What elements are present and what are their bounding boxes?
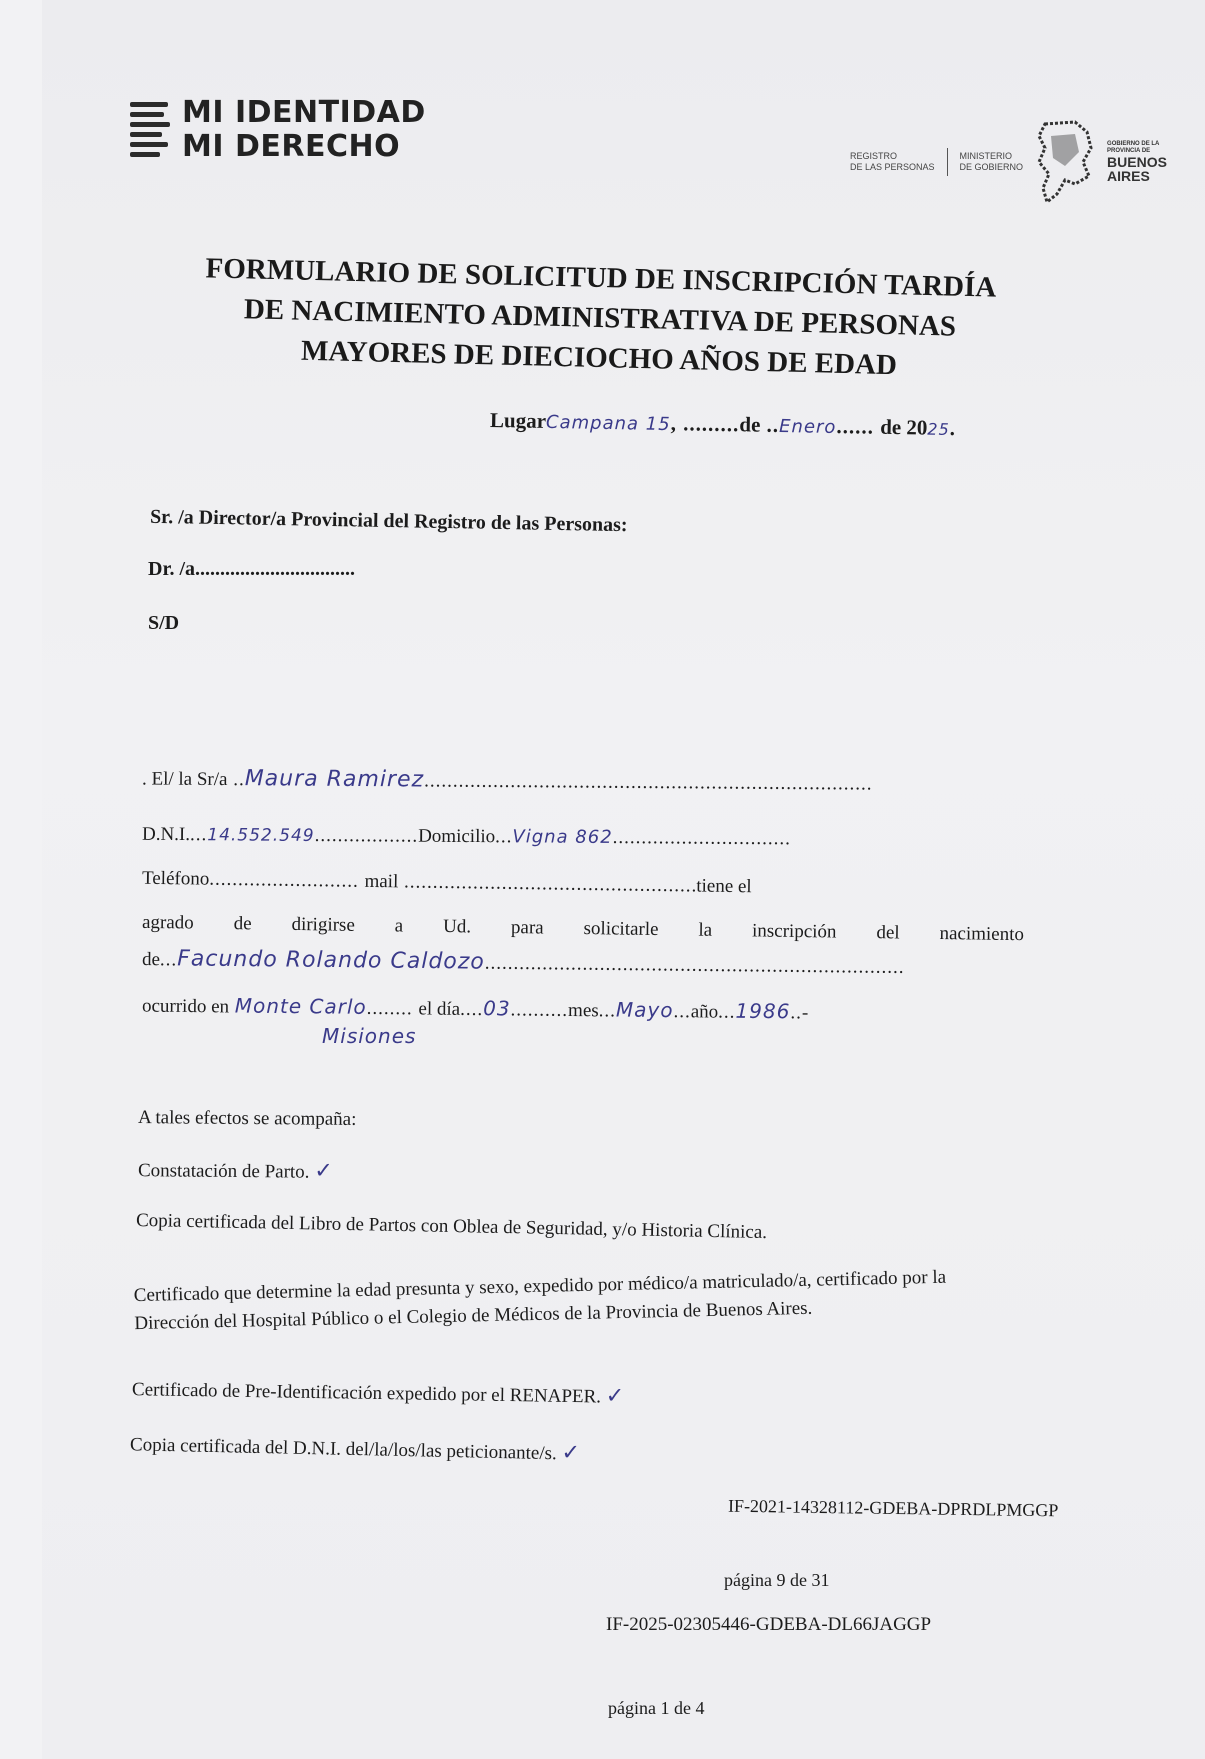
ocurrido-line: ocurrido en Monte Carlo........ el día....03..........mes...Mayo...año...1986..- xyxy=(141,993,809,1024)
ministerio-line2: DE GOBIERNO xyxy=(959,162,1024,172)
de-child-label: de xyxy=(141,949,161,971)
registro-line1: REGISTRO xyxy=(850,151,898,161)
attachment-item-1 xyxy=(138,1157,334,1184)
gobierno-small1: GOBIERNO DE LA xyxy=(1107,141,1160,147)
lugar-label: Lugar xyxy=(489,407,547,433)
check-mark-icon: ✓ xyxy=(605,1383,626,1409)
lugar-year: 25 xyxy=(927,419,950,439)
lugar-month: Enero xyxy=(778,415,837,438)
domicilio-label: Domicilio xyxy=(418,825,496,848)
addressee-line: Sr. /a Director/a Provincial del Registro de las Personas: xyxy=(149,505,628,537)
name-line: . El/ la Sr/a ..Maura Ramirez.............................................................................. xyxy=(141,766,873,795)
lugar-fecha-line: LugarCampana 15, .........de ..Enero...... de 2025. xyxy=(489,407,956,441)
dni-label: D.N.I. xyxy=(141,823,191,846)
lugar-place: Campana 15 xyxy=(545,411,671,436)
gobierno-small2: PROVINCIA DE xyxy=(1107,148,1151,154)
attachment-item-4-text: Certificado de Pre-Identificación expedido por el RENAPER. xyxy=(131,1379,602,1408)
sd-line: S/D xyxy=(148,612,180,634)
line-end: - xyxy=(801,1002,809,1024)
agrado-line: agrado de dirigirse a Ud. para solicitarle la inscripción del nacimiento xyxy=(141,911,1025,946)
attachments-intro: A tales efectos se acompaña: xyxy=(137,1107,357,1130)
mail-label: mail xyxy=(364,870,399,893)
mi-identidad-logo xyxy=(130,96,426,164)
applicant-name: Maura Ramirez xyxy=(244,766,425,793)
mes-label: mes xyxy=(567,999,599,1022)
title-line2: DE NACIMIENTO ADMINISTRATIVA DE PERSONAS xyxy=(243,293,957,343)
dr-line: Dr. /a................................ xyxy=(148,558,356,580)
page-number-2: página 1 de 4 xyxy=(608,1698,705,1718)
aires-text: AIRES xyxy=(1107,168,1150,184)
buenos-text: BUENOS xyxy=(1107,154,1167,170)
ministerio-line1: MINISTERIO xyxy=(959,151,1013,161)
dni-domicilio-line: D.N.I....14.552.549..................Domicilio...Vigna 862............................... xyxy=(141,823,792,850)
tiene-text: .tiene el xyxy=(691,875,752,898)
check-mark-icon: ✓ xyxy=(561,1440,582,1466)
attachment-item-3: Certificado que determine la edad presunta y sexo, expedido por médico/a matriculado/a, certificado por la Dirección del Hospital Público o el Colegio de Médicos de la Provincia de Buenos Aires. xyxy=(133,1266,947,1335)
logo-line1: MI IDENTIDAD xyxy=(182,95,426,130)
birth-day: 03 xyxy=(483,996,511,1021)
reference-code-1: IF-2021-14328112-GDEBA-DPRDLPMGGP xyxy=(727,1495,1059,1521)
attachment-item-1-text: Constatación de Parto. xyxy=(137,1160,310,1183)
anio-label: año xyxy=(690,1001,719,1023)
birth-month: Mayo xyxy=(615,997,674,1023)
el-la-label: . El/ la Sr/a xyxy=(141,768,228,791)
domicilio-value: Vigna 862 xyxy=(512,826,613,849)
title-line3: MAYORES DE DIECIOCHO AÑOS DE EDAD xyxy=(300,334,898,382)
page-number-1: página 9 de 31 xyxy=(724,1570,830,1590)
attachment-item-2: Copia certificada del Libro de Partos con Oblea de Seguridad, y/o Historia Clínica. xyxy=(135,1209,768,1244)
telefono-label: Teléfono xyxy=(141,867,210,890)
government-logos xyxy=(850,118,1167,206)
birth-place: Monte Carlo xyxy=(234,993,367,1019)
logo-line2: MI DERECHO xyxy=(182,129,401,164)
dia-label: el día xyxy=(418,998,461,1020)
birth-year: 1986 xyxy=(735,998,791,1024)
attachment-item-5-text: Copia certificada del D.N.I. del/la/los/las peticionante/s. xyxy=(129,1434,557,1465)
title-line1: FORMULARIO DE SOLICITUD DE INSCRIPCIÓN TARDÍA xyxy=(205,252,997,304)
telefono-mail-line: Teléfono.......................... mail ...................................................tiene el xyxy=(141,867,752,898)
de-year-label: de 20 xyxy=(879,414,928,440)
form-title xyxy=(149,247,1052,389)
divider xyxy=(947,148,948,176)
check-mark-icon: ✓ xyxy=(314,1158,334,1184)
reference-code-2: IF-2025-02305446-GDEBA-DL66JAGGP xyxy=(606,1614,932,1635)
child-name-line: de...Facundo Rolando Caldozo......................................................................... xyxy=(141,946,905,978)
birth-province: Misiones xyxy=(322,1024,417,1048)
child-name: Facundo Rolando Caldozo xyxy=(177,946,485,975)
de-label: de xyxy=(739,412,761,437)
dni-value: 14.552.549 xyxy=(207,825,315,846)
ocurrido-label: ocurrido en xyxy=(141,995,230,1018)
registro-line2: DE LAS PERSONAS xyxy=(850,162,935,172)
fingerprint-icon xyxy=(130,98,172,162)
province-map-icon xyxy=(1035,118,1095,206)
